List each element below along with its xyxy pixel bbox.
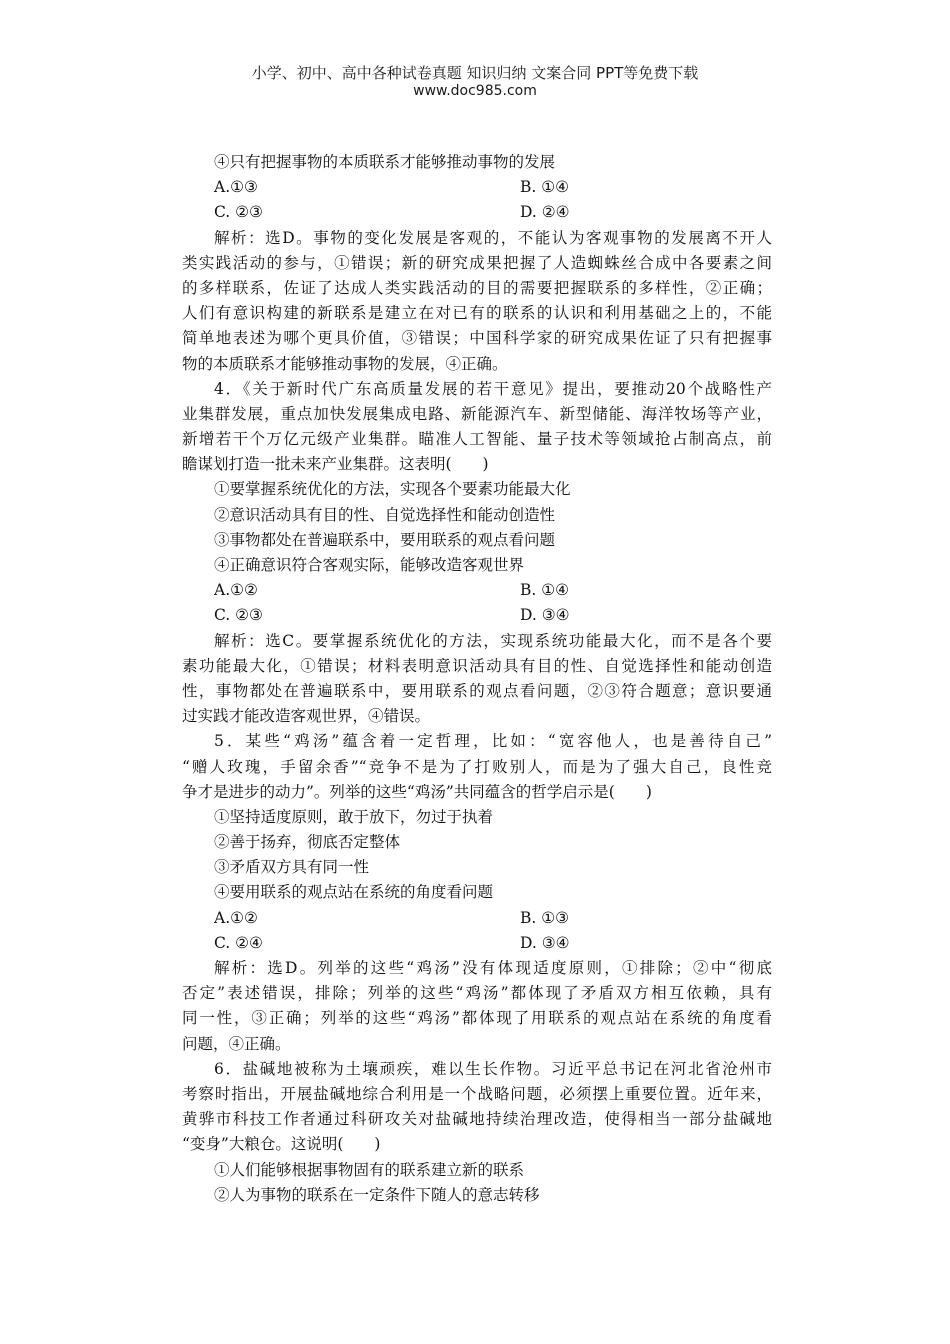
q5-options-row-2 [182,931,772,956]
page-header [0,64,950,100]
q4-stem-line: 4．《关于新时代广东高质量发展的若干意见》提出，要推动20个战略性产 [214,379,772,398]
q5-option-b: B. ①③ [520,908,570,927]
q6-stem-line: 考察时指出，开展盐碱地综合利用是一个战略问题，必须摆上重要位置。近年来， [182,1084,772,1103]
q3-options-row-1 [182,175,772,200]
q5-item-1: ①坚持适度原则，敢于放下，勿过于执着 [214,807,494,826]
q5-stem-line: 5．某些“鸡汤”蕴含着一定哲理，比如：“宽容他人，也是善待自己” [214,732,772,751]
q4-analysis-line: 素功能最大化，①错误；材料表明意识活动具有目的性、自觉选择性和能动创造 [182,656,772,675]
q3-analysis-line: 简单地表述为哪个更具价值，③错误；中国科学家的研究成果佐证了只有把握事 [182,329,772,348]
q4-analysis-line: 解析：选C。要掌握系统优化的方法，实现系统功能最大化，而不是各个要 [214,631,772,650]
q3-options-row-2 [182,200,772,225]
q5-analysis-line: 解析：选D。列举的这些“鸡汤”没有体现适度原则，①排除；②中“彻底 [214,959,772,977]
q4-analysis-line: 性，事物都处在普遍联系中，要用联系的观点看问题，②③符合题意；意识要通 [182,681,772,700]
q4-options-row-1 [182,578,772,603]
q3-item-4: ④只有把握事物的本质联系才能够推动事物的发展 [214,153,556,171]
q5-stem-line: 争才是进步的动力”。列举的这些“鸡汤”共同蕴含的哲学启示是( ) [182,782,652,801]
q6-stem-line: 黄骅市科技工作者通过科研攻关对盐碱地持续治理改造，使得相当一部分盐碱地 [182,1110,772,1129]
q3-analysis-line: 物的本质联系才能够推动事物的发展，④正确。 [182,354,508,373]
q4-option-c: C. ②③ [214,606,263,625]
q3-analysis-line: 人们有意识构建的新联系是建立在对已有的联系的认识和利用基础之上的，不能 [182,304,772,323]
q4-option-a: A.①② [214,581,258,600]
q5-option-c: C. ②④ [214,933,263,952]
q6-item-2: ②人为事物的联系在一定条件下随人的意志转移 [214,1185,540,1204]
q3-analysis-line: 的多样联系，佐证了达成人类实践活动的目的需要把握联系的多样性，②正确； [182,278,772,297]
q5-item-2: ②善于扬弃，彻底否定整体 [214,833,401,852]
q4-stem-line: 业集群发展，重点加快发展集成电路、新能源汽车、新型储能、海洋牧场等产业， [182,404,772,423]
q6-stem-line: 6．盐碱地被称为土壤顽疾，难以生长作物。习近平总书记在河北省沧州市 [214,1059,772,1078]
q4-item-1: ①要掌握系统优化的方法，实现各个要素功能最大化 [214,480,571,499]
q5-analysis-line: 否定”表述错误，排除；列举的这些“鸡汤”都体现了矛盾双方相互依赖，具有 [182,984,772,1003]
q4-options-row-2 [182,603,772,628]
q4-option-b: B. ①④ [520,581,570,600]
q3-option-d: D. ②④ [520,203,570,222]
q4-analysis-line: 过实践才能改造客观世界，④错误。 [182,707,431,726]
q6-item-1: ①人们能够根据事物固有的联系建立新的联系 [214,1160,525,1179]
q3-analysis-line: 类实践活动的参与，①错误；新的研究成果把握了人造蜘蛛丝合成中各要素之间 [182,253,772,272]
q5-option-d: D. ③④ [520,933,570,952]
q4-item-4: ④正确意识符合客观实际，能够改造客观世界 [214,556,525,574]
q3-option-a: A.①③ [214,178,258,197]
q4-stem-line: 新增若干个万亿元级产业集群。瞄准人工智能、量子技术等领域抢占制高点，前 [182,430,772,449]
q3-option-b: B. ①④ [520,178,570,197]
q5-options-row-1 [182,906,772,931]
document-body [182,150,772,1208]
q5-option-a: A.①② [214,908,258,927]
q4-item-2: ②意识活动具有目的性、自觉选择性和能动创造性 [214,505,556,524]
q4-item-3: ③事物都处在普遍联系中，要用联系的观点看问题 [214,530,556,549]
q4-option-d: D. ③④ [520,606,570,625]
q6-stem-line: “变身”大粮仓。这说明( ) [182,1135,381,1154]
header-url: www.doc985.com [413,83,537,99]
q5-analysis-line: 同一性，③正确；列举的这些“鸡汤”都体现了用联系的观点站在系统的角度看 [182,1009,772,1028]
q5-analysis-line: 问题，④正确。 [182,1034,291,1053]
header-banner-text: 小学、初中、高中各种试卷真题 知识归纳 文案合同 PPT等免费下载 [251,64,699,82]
q3-analysis-line: 解析：选D。事物的变化发展是客观的，不能认为客观事物的发展离不开人 [214,228,772,247]
q3-option-c: C. ②③ [214,203,263,222]
q5-stem-line: “赠人玫瑰，手留余香”“竞争不是为了打败别人，而是为了强大自己，良性竞 [182,757,772,776]
q5-item-3: ③矛盾双方具有同一性 [214,858,370,877]
q4-stem-line: 瞻谋划打造一批未来产业集群。这表明( ) [182,455,489,474]
q5-item-4: ④要用联系的观点站在系统的角度看问题 [214,883,494,902]
